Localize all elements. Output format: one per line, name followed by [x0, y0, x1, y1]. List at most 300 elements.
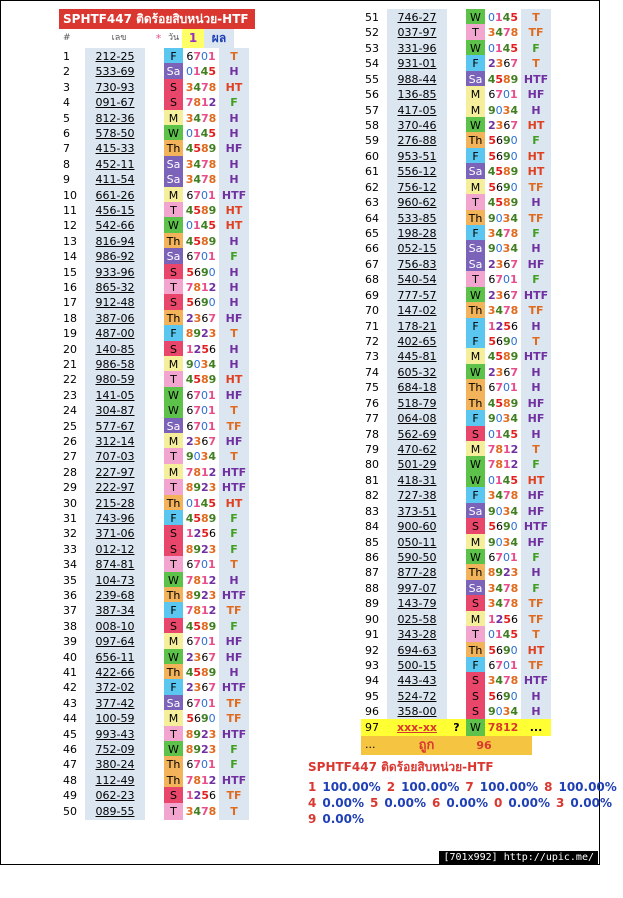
- day-badge: Sa: [164, 418, 183, 435]
- stats-percent: 0.00%: [570, 796, 612, 810]
- row-number: 70: [365, 304, 379, 318]
- digit: 1: [495, 628, 503, 642]
- digit: 4: [487, 196, 496, 210]
- result-code: HTF: [219, 464, 249, 481]
- digit: 8: [503, 196, 511, 210]
- lek-number: 097-64: [85, 633, 145, 650]
- digit: 7: [185, 604, 194, 618]
- row-number: 47: [63, 758, 77, 772]
- digit: 2: [503, 566, 511, 580]
- digit: 2: [201, 727, 209, 741]
- table-title: SPHTF447 ติดร้อยสิบหน่วย-HTF: [59, 9, 255, 29]
- day-badge: Sa: [466, 163, 485, 180]
- digit: 3: [502, 504, 511, 518]
- digit: 0: [186, 65, 194, 79]
- digit: 7: [510, 57, 518, 71]
- day-badge: M: [466, 102, 485, 119]
- row-number: 4: [63, 96, 70, 110]
- day-badge: S: [164, 541, 183, 558]
- result-code: TF: [521, 595, 551, 612]
- result-code: H: [521, 379, 551, 396]
- lek-number: 136-85: [387, 86, 447, 103]
- lek-number: 988-44: [387, 71, 447, 88]
- digit-set: [485, 117, 521, 134]
- result-code: HF: [219, 387, 249, 404]
- digit: 2: [488, 288, 496, 302]
- table-row: [361, 117, 551, 134]
- spacer: [447, 472, 466, 489]
- day-badge: Th: [466, 210, 485, 227]
- stats-digit: 2: [386, 780, 396, 794]
- digit: 1: [510, 551, 518, 565]
- result-code: TF: [521, 657, 551, 674]
- row-number: 22: [63, 373, 77, 387]
- digit: 8: [193, 573, 201, 587]
- result-code: HF: [521, 487, 551, 504]
- digit: 8: [201, 512, 209, 525]
- digit: 8: [185, 542, 194, 556]
- digit: 9: [193, 589, 201, 602]
- digit: 0: [510, 643, 518, 657]
- row-number: 78: [365, 427, 379, 441]
- digit: 0: [201, 419, 208, 433]
- table-header: [59, 29, 234, 48]
- row-number: 38: [63, 619, 77, 633]
- digit: 0: [201, 188, 208, 202]
- row-number: 53: [365, 41, 379, 55]
- row-number: 45: [63, 727, 77, 741]
- digit: 3: [487, 227, 496, 241]
- digit: 8: [185, 743, 194, 756]
- lek-number: 746-27: [387, 9, 447, 26]
- digit: 1: [510, 88, 518, 102]
- digit: 6: [488, 88, 496, 102]
- lek-number: 518-79: [387, 395, 447, 412]
- digit: 6: [186, 635, 194, 649]
- day-badge: M: [466, 611, 485, 628]
- digit: 3: [487, 674, 496, 688]
- digit: 3: [510, 566, 519, 580]
- digit: 9: [193, 481, 201, 495]
- digit: 9: [208, 204, 217, 217]
- lek-number: 542-66: [85, 217, 145, 234]
- digit: 5: [488, 335, 496, 349]
- digit: 0: [186, 127, 194, 140]
- digit: 7: [185, 573, 194, 587]
- digit: 3: [193, 681, 202, 695]
- row-number: 23: [63, 388, 77, 402]
- digit: 6: [510, 612, 518, 626]
- result-code: HF: [219, 433, 249, 450]
- result-code: HF: [521, 256, 551, 273]
- digit: 1: [510, 381, 518, 395]
- summary-label: ถูก: [418, 738, 435, 754]
- row-number: 41: [63, 666, 77, 679]
- digit: 1: [208, 558, 216, 572]
- lek-number: 997-07: [387, 580, 447, 597]
- day-badge: W: [164, 125, 183, 142]
- table-row: [361, 24, 551, 41]
- day-badge: M: [164, 433, 183, 450]
- digit: 1: [495, 41, 503, 55]
- digit: 0: [201, 250, 208, 264]
- result-code: TF: [219, 710, 249, 727]
- table-row: [361, 595, 551, 612]
- digit: 5: [208, 496, 216, 510]
- digit-set: [485, 626, 521, 643]
- row-number: 50: [63, 804, 77, 818]
- lek-number: 577-67: [85, 418, 145, 435]
- digit: 6: [488, 659, 496, 673]
- digit: 8: [193, 96, 201, 110]
- row-number: 60: [365, 149, 379, 163]
- day-badge: M: [164, 710, 183, 727]
- digit: 3: [193, 650, 202, 664]
- digit: 9: [193, 327, 201, 341]
- digit: 5: [193, 666, 201, 679]
- digit: 1: [193, 496, 201, 510]
- digit: 5: [201, 527, 209, 541]
- day-badge: M: [466, 348, 485, 365]
- digit: 5: [186, 296, 194, 310]
- result-code: H: [219, 664, 249, 681]
- lek-number: 112-49: [85, 772, 145, 789]
- day-badge: S: [466, 688, 485, 705]
- digit: 2: [201, 481, 209, 495]
- digit: 3: [502, 211, 511, 225]
- lek-number: 147-02: [387, 302, 447, 319]
- result-code: HT: [521, 472, 551, 489]
- digit: 3: [200, 450, 209, 464]
- digit: 5: [193, 373, 201, 387]
- day-badge: Sa: [466, 240, 485, 257]
- digit: 8: [185, 727, 194, 741]
- digit-set: [485, 688, 521, 705]
- row-number: 90: [365, 612, 379, 626]
- stats-percent: 100.00%: [558, 780, 617, 794]
- digit: 1: [201, 573, 209, 587]
- result-code: H: [521, 102, 551, 119]
- day-badge: Th: [164, 664, 183, 681]
- table-row: [361, 179, 551, 196]
- digit: 7: [510, 257, 518, 271]
- digit: 6: [503, 365, 511, 379]
- digit: 3: [185, 157, 194, 171]
- row-number: 11: [63, 204, 77, 217]
- spacer: [447, 595, 466, 612]
- day-badge: W: [164, 217, 183, 234]
- row-number: 67: [365, 257, 379, 271]
- digit: 8: [193, 281, 201, 294]
- lek-number: 239-68: [85, 587, 145, 604]
- result-code: HTF: [521, 287, 551, 304]
- day-badge: F: [164, 325, 183, 342]
- digit: 9: [186, 450, 194, 464]
- result-code: TF: [219, 602, 249, 619]
- digit: 1: [208, 388, 216, 402]
- result-code: HTF: [521, 518, 551, 535]
- lek-number: 222-97: [85, 479, 145, 496]
- day-badge: S: [164, 79, 183, 96]
- digit: 6: [186, 250, 194, 264]
- digit: 9: [495, 566, 503, 580]
- digit: 1: [201, 604, 209, 618]
- day-badge: S: [164, 618, 183, 635]
- lek-number: 343-28: [387, 626, 447, 643]
- stats-percent: 100.00%: [401, 780, 460, 794]
- digit: 7: [208, 311, 216, 325]
- lek-number: 727-38: [387, 487, 447, 504]
- result-code: H: [219, 110, 249, 127]
- digit: 0: [510, 180, 518, 194]
- digit-set: 7812: [487, 720, 519, 734]
- digit: 9: [503, 335, 511, 349]
- image-host-watermark: [701x992] http://upic.me/: [439, 851, 598, 864]
- digit-set: [485, 210, 521, 227]
- lek-number: 487-00: [85, 325, 145, 342]
- row-number: 74: [365, 365, 379, 379]
- spacer: [447, 333, 466, 350]
- result-code: F: [219, 510, 249, 527]
- day-badge: S: [164, 787, 183, 804]
- digit: 4: [200, 219, 209, 233]
- digit: 7: [193, 404, 201, 418]
- row-number: 13: [63, 234, 77, 248]
- digit: 7: [193, 250, 201, 264]
- digit: 4: [193, 804, 201, 818]
- lek-number: 986-58: [85, 356, 145, 373]
- digit: 7: [201, 111, 209, 125]
- row-number: 85: [365, 535, 379, 549]
- digit: 6: [488, 381, 496, 395]
- digit: 5: [186, 712, 194, 726]
- digit: 6: [496, 643, 503, 657]
- digit: 5: [495, 196, 503, 210]
- result-code: F: [219, 741, 249, 758]
- digit: 5: [495, 396, 503, 410]
- row-number: 86: [365, 551, 379, 565]
- stats-digit: 8: [544, 780, 553, 794]
- row-number: 71: [365, 319, 379, 333]
- result-code: HF: [219, 310, 249, 327]
- digit: 9: [193, 542, 201, 556]
- stats-percent: 0.00%: [322, 812, 364, 826]
- digit: 6: [186, 388, 194, 402]
- spacer: [447, 240, 466, 257]
- row-number: 6: [63, 127, 70, 140]
- row-number: 5: [63, 111, 70, 125]
- digit: 6: [201, 650, 209, 664]
- lek-number: 470-62: [387, 441, 447, 458]
- day-badge: Th: [466, 564, 485, 581]
- day-badge: F: [466, 148, 485, 165]
- digit: 6: [208, 789, 216, 803]
- digit: 3: [208, 542, 217, 556]
- digit: 0: [510, 689, 518, 703]
- day-badge: Sa: [164, 248, 183, 265]
- digit: 9: [503, 689, 511, 703]
- digit: 2: [488, 57, 496, 71]
- lek-number: 052-15: [387, 240, 447, 257]
- day-badge: F: [164, 602, 183, 619]
- result-code: H: [521, 194, 551, 211]
- digit: 5: [488, 180, 496, 194]
- digit-set: [485, 657, 521, 674]
- digit: 1: [201, 773, 209, 787]
- digit: 3: [487, 597, 496, 611]
- digit: 3: [185, 80, 194, 94]
- lek-number: 562-69: [387, 426, 447, 443]
- digit: 0: [503, 88, 510, 102]
- digit: 1: [208, 419, 216, 433]
- results-table-right: [361, 9, 549, 769]
- digit: 2: [201, 743, 209, 756]
- digit: 2: [186, 311, 194, 325]
- lek-number: 865-32: [85, 279, 145, 296]
- digit: 7: [495, 273, 503, 287]
- lek-number: 415-33: [85, 140, 145, 157]
- digit: 0: [201, 50, 208, 63]
- digit: 3: [495, 257, 504, 271]
- digit: 7: [208, 681, 216, 695]
- lek-number: 533-85: [387, 210, 447, 227]
- day-badge: F: [164, 510, 183, 527]
- digit: 8: [193, 604, 201, 618]
- digit: 7: [503, 227, 511, 241]
- digit: 7: [510, 119, 518, 132]
- digit: 5: [488, 149, 496, 163]
- digit: 4: [487, 350, 496, 364]
- digit: 3: [208, 743, 217, 756]
- day-badge: Sa: [164, 63, 183, 80]
- header-result: ผล: [204, 29, 234, 48]
- row-number: 80: [365, 458, 379, 472]
- row-number: 61: [365, 165, 379, 179]
- stats-percent: 0.00%: [384, 796, 426, 810]
- header-star: *: [155, 32, 162, 45]
- digit: 9: [488, 103, 496, 117]
- digit-set: [485, 271, 521, 288]
- row-number: 75: [365, 381, 379, 395]
- digit: 0: [186, 219, 194, 233]
- lek-number: 912-48: [85, 294, 145, 311]
- stats-digit: 3: [556, 796, 565, 810]
- result-code: HF: [521, 395, 551, 412]
- table-row: [361, 55, 551, 72]
- spacer: [447, 179, 466, 196]
- day-badge: F: [466, 55, 485, 72]
- digit: 1: [503, 458, 511, 472]
- digit: 9: [488, 211, 496, 225]
- digit: 6: [496, 520, 503, 534]
- day-badge: M: [164, 356, 183, 373]
- spacer: [447, 626, 466, 643]
- row-number: 65: [365, 227, 379, 241]
- digit: 8: [510, 304, 519, 318]
- digit: 6: [503, 57, 511, 71]
- digit: 4: [487, 396, 496, 410]
- digit: 4: [502, 41, 511, 55]
- digit: 4: [193, 173, 201, 187]
- digit: 0: [201, 558, 208, 572]
- result-code: HTF: [219, 187, 249, 204]
- digit: 9: [208, 666, 217, 679]
- stats-digit: 7: [465, 780, 474, 794]
- digit: 5: [193, 204, 201, 217]
- row-number: 66: [365, 242, 379, 256]
- lek-number: 756-83: [387, 256, 447, 273]
- digit: 6: [201, 311, 209, 325]
- digit: 8: [185, 589, 194, 602]
- result-code: TF: [521, 210, 551, 227]
- digit: 6: [496, 689, 503, 703]
- day-badge: W: [164, 572, 183, 589]
- digit: 6: [201, 681, 209, 695]
- digit: 7: [185, 281, 194, 294]
- digit: 4: [510, 211, 518, 225]
- digit: 4: [185, 512, 194, 525]
- digit: 0: [510, 335, 518, 349]
- digit: 1: [208, 404, 216, 418]
- lek-number: 590-50: [387, 549, 447, 566]
- result-code: H: [521, 364, 551, 381]
- digit: 5: [208, 65, 216, 79]
- stats-title: SPHTF447 ติดร้อยสิบหน่วย-HTF: [308, 760, 494, 774]
- row-number: 34: [63, 558, 77, 572]
- digit: 7: [201, 173, 209, 187]
- digit: 9: [208, 373, 217, 387]
- day-badge: W: [466, 719, 485, 736]
- digit: 8: [495, 458, 503, 472]
- digit: 3: [200, 358, 209, 371]
- digit: 8: [495, 443, 503, 457]
- lek-number: 816-94: [85, 233, 145, 250]
- row-number: 39: [63, 635, 77, 649]
- stats-line: [308, 780, 623, 796]
- row-number: 93: [365, 659, 379, 673]
- spacer: [447, 564, 466, 581]
- lek-number: 960-62: [387, 194, 447, 211]
- day-badge: F: [164, 48, 183, 65]
- row-number: 89: [365, 597, 379, 611]
- table-row: [361, 441, 551, 458]
- day-badge: Sa: [466, 256, 485, 273]
- table-row: [361, 626, 551, 643]
- digit-set: [485, 410, 521, 427]
- spacer: [447, 117, 466, 134]
- day-badge: T: [466, 194, 485, 211]
- digit: 1: [488, 612, 496, 626]
- row-number: 51: [365, 11, 379, 24]
- result-code: T: [521, 441, 551, 458]
- spacer: [447, 688, 466, 705]
- digit: 9: [510, 72, 519, 86]
- digit: 0: [193, 450, 201, 464]
- table-row: [361, 364, 551, 381]
- digit: 3: [185, 804, 194, 818]
- digit-set: [485, 55, 521, 72]
- digit: 1: [208, 50, 216, 63]
- digit: 7: [208, 435, 216, 448]
- digit-set: [485, 240, 521, 257]
- digit: 0: [495, 211, 503, 225]
- result-code: HT: [219, 217, 249, 234]
- digit: 2: [208, 465, 217, 479]
- result-code: HT: [521, 117, 551, 134]
- digit: 7: [503, 674, 511, 688]
- lek-number: 037-97: [387, 24, 447, 41]
- table-row: [361, 333, 551, 350]
